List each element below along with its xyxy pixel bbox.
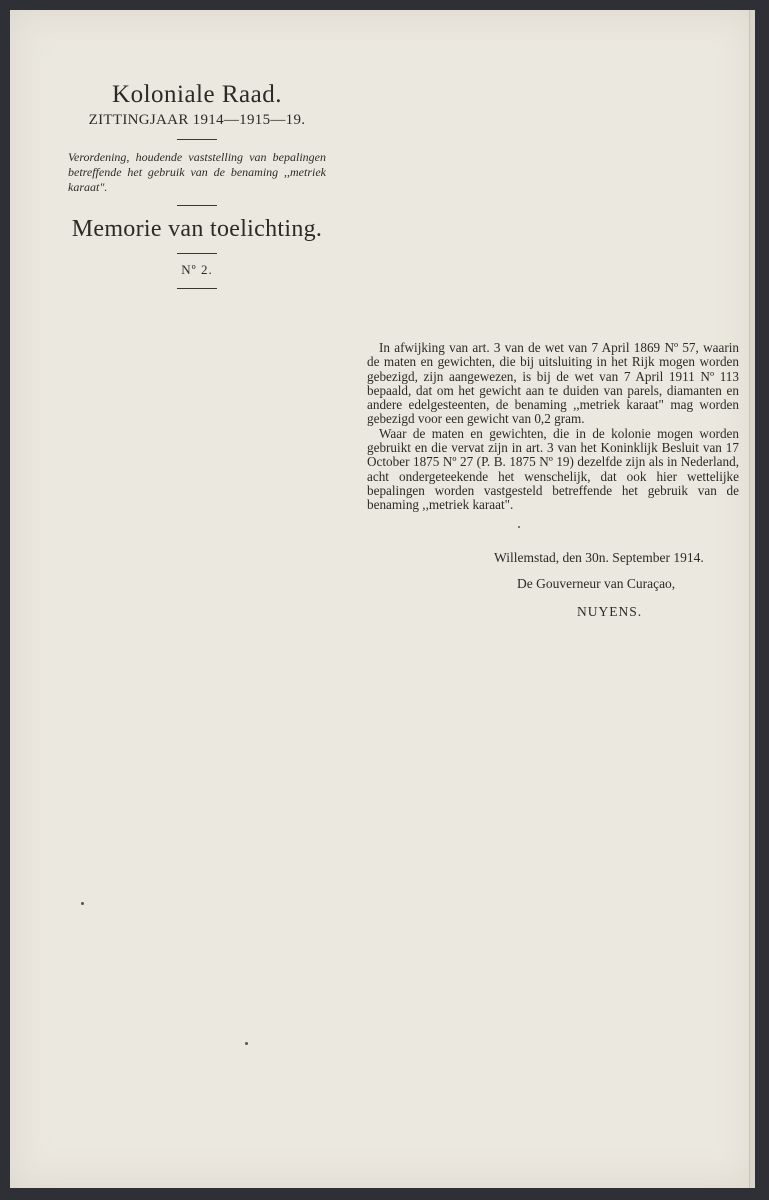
paper-speck [81,902,84,905]
signatory-name: NUYENS. [577,604,643,619]
subject-rule [177,205,217,206]
document-title: Memorie van toelichting. [71,216,323,242]
header-rule [177,139,217,140]
body-paragraph: Waar de maten en gewichten, die in de kolonie mogen worden gebruikt en die vervat zijn in art. 3 van het Koninklijk Besluit van 17 October 1875 Nº 27 (P. B. 1875 Nº 19) dezelfde zijn als in Nederland, acht ondergeteekende het wenschelijk, dat ook hier wettelijke bepalingen worden vastgesteld betreffende het gebruik van de benaming ,,metriek karaat". [367,425,739,513]
signatory-role: De Gouverneur van Curaçao, [517,576,676,591]
document-header [62,80,332,289]
title-rule [177,253,217,254]
paper-speck [245,1042,248,1045]
page-edge [749,10,755,1188]
paper-speck [518,526,520,528]
place-date: Willemstad, den 30n. September 1914. [494,550,704,565]
ordinance-subject: Verordening, houdende vaststelling van bepalingen betreffende het gebruik van de benaming ,,metriek karaat". [68,150,326,194]
body-paragraph: In afwijking van art. 3 van de wet van 7 April 1869 Nº 57, waarin de maten en gewichten, die bij uitsluiting in het Rijk mogen worden gebezigd, zijn aangewezen, is bij de wet van 7 April 1911 Nº 113 bepaald, dat om het gewicht aan te duiden van parels, diamanten en andere edelgesteenten, de benaming ,,metriek karaat" mag worden gebezigd voor een gewicht van 0,2 gram. [367,340,739,427]
session-year: ZITTINGJAAR 1914—1915—19. [88,112,306,128]
council-name: Koloniale Raad. [112,81,282,108]
document-page [10,10,755,1188]
document-number: Nº 2. [181,262,213,277]
explanation-body [367,341,739,513]
number-rule [177,288,217,289]
